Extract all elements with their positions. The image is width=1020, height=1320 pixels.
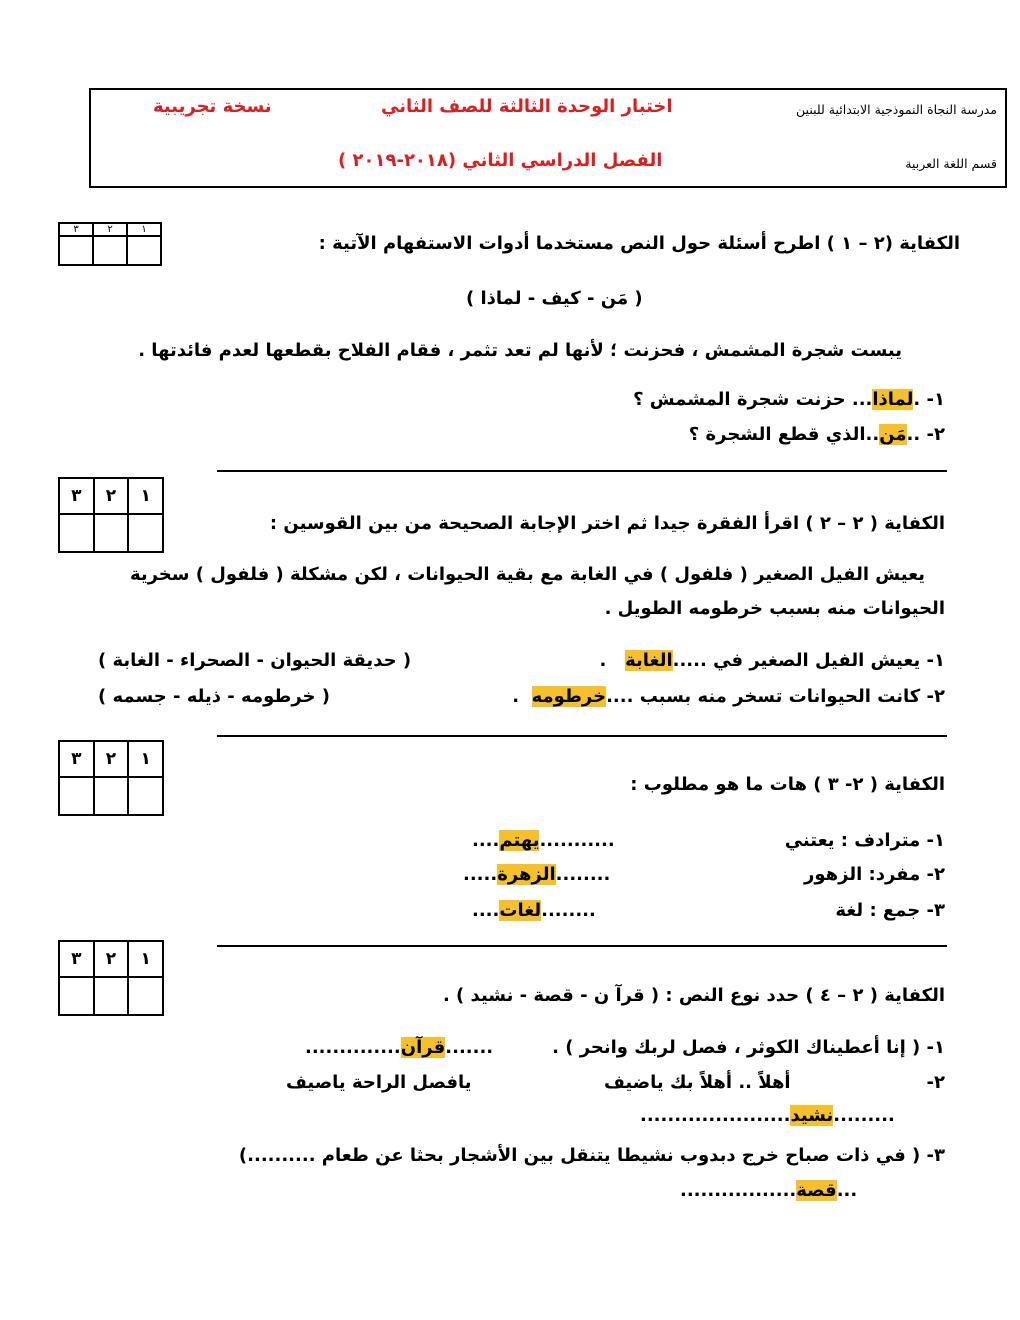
question-tools: ( مَن - كيف - لماذا ) xyxy=(466,288,643,309)
semester-label: الفصل الدراسي الثاني (٢٠١٨-٢٠١٩ ) xyxy=(338,150,663,171)
exam-header xyxy=(89,88,1007,188)
version-label: نسخة تجريبية xyxy=(153,96,272,117)
score-cell[interactable] xyxy=(93,236,127,265)
section-divider xyxy=(217,945,947,947)
s2-question-1 xyxy=(599,650,945,671)
grid-label: ٣ xyxy=(59,741,94,777)
s3-item-1-answer xyxy=(472,830,615,851)
q-dots: . xyxy=(913,389,921,410)
section-3-title: الكفاية ( ٢- ٣ ) هات ما هو مطلوب : xyxy=(630,774,945,795)
q-end: . xyxy=(599,650,607,671)
score-cell[interactable] xyxy=(128,977,163,1015)
q-dots: ................. xyxy=(680,1180,797,1201)
grid-label: ١ xyxy=(128,941,163,977)
score-cell[interactable] xyxy=(59,236,93,265)
score-grid-4 xyxy=(58,940,164,1016)
grid-label: ٣ xyxy=(59,223,93,236)
grid-label: ٢ xyxy=(94,478,129,514)
section-2-title: الكفاية ( ٢ – ٢ ) اقرأ الفقرة جيدا ثم اختر الإجابة الصحيحة من بين القوسين : xyxy=(269,513,945,534)
section-2-passage-line-1: يعيش الفيل الصغير ( فلفول ) في الغابة مع بقية الحيوانات ، لكن مشكلة ( فلفول ) سخرية xyxy=(129,564,925,585)
q-dots: .... xyxy=(472,830,500,851)
s1-question-1 xyxy=(633,389,945,410)
q-dots: ... xyxy=(836,1180,858,1201)
q-dots: ..... xyxy=(463,864,498,885)
s4-question-2-number: ٢- xyxy=(926,1072,945,1093)
s2-question-2 xyxy=(512,686,945,707)
s3-item-2-label: ٢- مفرد: الزهور xyxy=(804,864,945,885)
section-1-title: الكفاية (٢ – ١ ) اطرح أسئلة حول النص مستخدما أدوات الاستفهام الآتية : xyxy=(318,233,960,254)
s3-item-3-label: ٣- جمع : لغة xyxy=(835,900,945,921)
q-dots: ........ xyxy=(541,900,596,921)
section-divider xyxy=(217,735,947,737)
grid-label: ٢ xyxy=(94,941,129,977)
s3-item-1-label: ١- مترادف : يعتني xyxy=(784,830,945,851)
s4-answer-3 xyxy=(680,1180,857,1201)
s2-choices-1: ( حديقة الحيوان - الصحراء - الغابة ) xyxy=(98,650,412,671)
q-dots: ......... xyxy=(833,1105,895,1126)
answer-highlight: لغات xyxy=(499,900,542,921)
score-cell[interactable] xyxy=(94,777,129,815)
q-text: ١- يعيش الفيل الصغير في ..... xyxy=(672,650,945,671)
grid-label: ١ xyxy=(128,741,163,777)
answer-highlight: مَن xyxy=(879,424,907,445)
grid-label: ٢ xyxy=(94,741,129,777)
q-dots: ........... xyxy=(539,830,615,851)
s1-question-2 xyxy=(689,424,945,445)
section-1-passage: يبست شجرة المشمش ، فحزنت ؛ لأنها لم تعد تثمر ، فقام الفلاح بقطعها لعدم فائدتها . xyxy=(138,340,902,361)
grid-label: ٣ xyxy=(59,478,94,514)
answer-highlight: خرطومه xyxy=(531,686,607,707)
s4-answer-2 xyxy=(640,1105,895,1126)
q-dots: ........ xyxy=(555,864,611,885)
score-cell[interactable] xyxy=(94,977,129,1015)
q-dots: ....... xyxy=(445,1037,494,1058)
q-text: ... حزنت شجرة المشمش ؟ xyxy=(633,389,873,410)
grid-label: ١ xyxy=(128,478,163,514)
answer-highlight: يهتم xyxy=(499,830,540,851)
grid-label: ٣ xyxy=(59,941,94,977)
score-cell[interactable] xyxy=(128,514,163,552)
section-divider xyxy=(217,470,947,472)
s4-verse-a: أهلاً .. أهلاً بك ياضيف xyxy=(604,1072,791,1093)
q-number: ١- xyxy=(926,389,945,410)
score-cell[interactable] xyxy=(59,777,94,815)
q-dots: .... xyxy=(472,900,500,921)
score-grid-2 xyxy=(58,477,164,553)
q-dots: .. xyxy=(906,424,921,445)
section-2-passage-line-2: الحيوانات منه بسبب خرطومه الطويل . xyxy=(604,598,945,619)
q-text: ٢- كانت الحيوانات تسخر منه بسبب .... xyxy=(606,686,945,707)
s2-choices-2: ( خرطومه - ذيله - جسمه ) xyxy=(98,686,330,707)
q-text: ..الذي قطع الشجرة ؟ xyxy=(688,424,880,445)
answer-highlight: الغابة xyxy=(625,650,673,671)
exam-title: اختبار الوحدة الثالثة للصف الثاني xyxy=(381,96,673,117)
score-cell[interactable] xyxy=(59,977,94,1015)
q-dots: ...................... xyxy=(640,1105,791,1126)
answer-highlight: قصة xyxy=(796,1180,837,1201)
s3-item-3-answer xyxy=(472,900,596,921)
answer-highlight: نشيد xyxy=(790,1105,834,1126)
s4-answer-1 xyxy=(305,1037,493,1058)
grid-label: ٢ xyxy=(93,223,127,236)
score-cell[interactable] xyxy=(59,514,94,552)
s4-question-1: ١- ( إنا أعطيناك الكوثر ، فصل لربك وانحر ) . xyxy=(552,1037,945,1058)
q-end: . xyxy=(512,686,520,707)
grid-label: ١ xyxy=(127,223,161,236)
school-name: مدرسة النجاة النموذجية الابتدائية للبنين xyxy=(796,102,997,117)
score-grid-1 xyxy=(58,222,162,266)
score-cell[interactable] xyxy=(94,514,129,552)
department-name: قسم اللغة العربية xyxy=(905,156,997,171)
section-4-title: الكفاية ( ٢ – ٤ ) حدد نوع النص : ( قرآ ن - قصة - نشيد ) . xyxy=(442,985,945,1006)
q-number: ٢- xyxy=(926,424,945,445)
s4-verse-b: يافصل الراحة ياصيف xyxy=(286,1072,472,1093)
answer-highlight: الزهرة xyxy=(497,864,556,885)
score-cell[interactable] xyxy=(128,777,163,815)
s3-item-2-answer xyxy=(463,864,610,885)
s4-question-3: ٣- ( في ذات صباح خرج دبدوب نشيطا يتنقل بين الأشجار بحثا عن طعام ..........) xyxy=(238,1145,945,1166)
answer-highlight: لماذا xyxy=(872,389,914,410)
q-dots: .............. xyxy=(305,1037,401,1058)
answer-highlight: قرآن xyxy=(400,1037,446,1058)
score-cell[interactable] xyxy=(127,236,161,265)
score-grid-3 xyxy=(58,740,164,816)
